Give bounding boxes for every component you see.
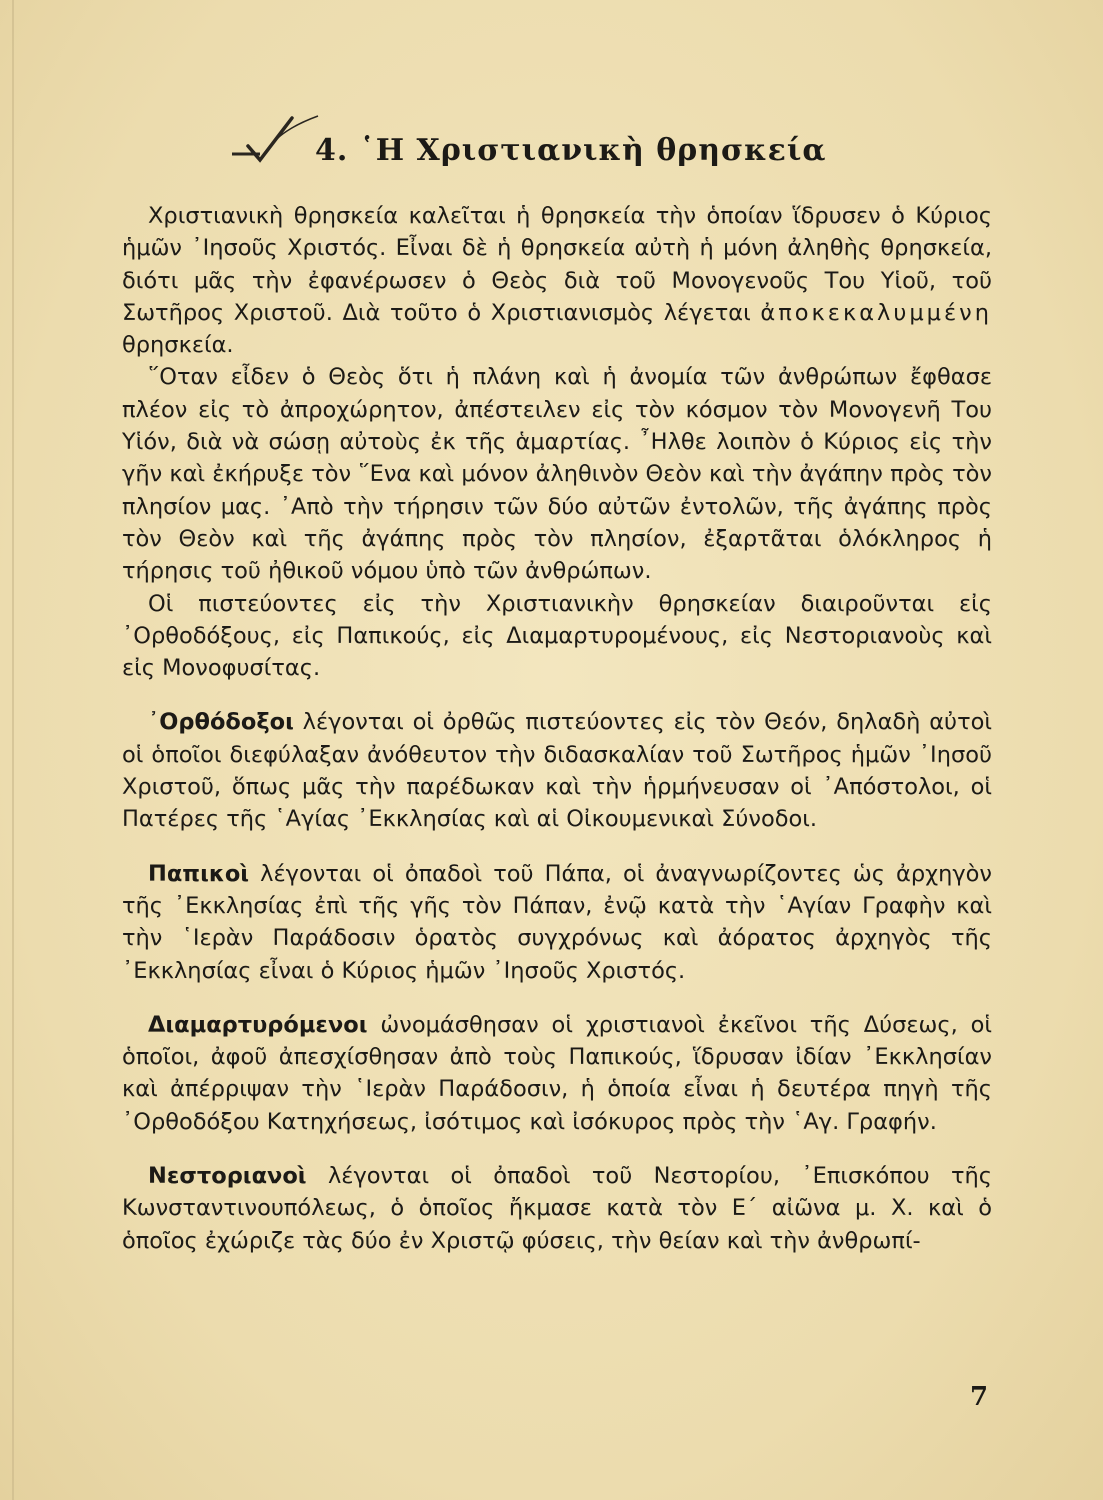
term-nestorians: Νεστοριανοὶ bbox=[148, 1163, 307, 1190]
paragraph-spaced-word: ἀποκεκαλυμμένη bbox=[760, 299, 992, 326]
paragraph-papists bbox=[122, 858, 992, 987]
paragraph-text: θρησκεία. bbox=[122, 332, 234, 359]
term-orthodox: ᾿Ορθόδοξοι bbox=[148, 709, 294, 736]
term-protestants: Διαμαρτυρόμενοι bbox=[148, 1011, 368, 1038]
term-papists: Παπικοὶ bbox=[148, 860, 250, 887]
paragraph-divisions: Οἱ πιστεύοντες εἰς τὴν Χριστιανικὴν θρησκείαν διαιροῦνται εἰς ᾿Ορθοδόξους, εἰς Παπικούς, εἰς Διαμαρτυρομένους, εἰς Νεστοριανοὺς καὶ εἰς Μονοφυσίτας. bbox=[122, 590, 992, 682]
paragraph-nestorians bbox=[122, 1160, 992, 1257]
page-title: 4. ῾Η Χριστιανικὴ θρησκεία bbox=[315, 133, 827, 168]
paragraph-incarnation: ῞Οταν εἶδεν ὁ Θεὸς ὅτι ἡ πλάνη καὶ ἡ ἀνομία τῶν ἀνθρώπων ἔφθασε πλέον εἰς τὸ ἀπροχώρητον, ἀπέστειλεν εἰς τὸν κόσμον τὸν Μονογενῆ Του Υἱόν, διὰ νὰ σώσῃ αὐτοὺς ἐκ τῆς ἁμαρτίας. ῏Ηλθε λοιπὸν ὁ Κύριος εἰς τὴν γῆν καὶ ἐκήρυξε τὸν ῞Ενα καὶ μόνον ἀληθινὸν Θεὸν καὶ τὴν ἀγάπην πρὸς τὸν πλησίον μας. ᾿Απὸ τὴν τήρησιν τῶν δύο αὐτῶν ἐντολῶν, τῆς ἀγάπης πρὸς τὸν Θεὸν καὶ τῆς ἀγάπης πρὸς τὸν πλησίον, ἐξαρτᾶται ὁλόκληρος ἡ τήρησις τοῦ ἠθικοῦ νόμου ὑπὸ τῶν ἀνθρώπων. bbox=[122, 364, 992, 585]
paragraph-text: ὠνομάσθησαν οἱ χριστιανοὶ ἐκεῖνοι τῆς Δύσεως, οἱ ὁποῖοι, ἀφοῦ ἀπεσχίσθησαν ἀπὸ τοὺς Παπικούς, ἵδρυσαν ἰδίαν ᾿Εκκλησίαν καὶ ἀπέρριψαν τὴν ῾Ιερὰν Παράδοσιν, ἡ ὁποία εἶναι ἡ δευτέρα πηγὴ τῆς ᾿Ορθοδόξου Κατηχήσεως, ἰσότιμος καὶ ἰσόκυρος πρὸς τὴν ῾Αγ. Γραφήν. bbox=[122, 1011, 992, 1135]
paragraph-text: Χριστιανικὴ θρησκεία καλεῖται ἡ θρησκεία τὴν ὁποίαν ἵδρυσεν ὁ Κύριος ἡμῶν ᾿Ιησοῦς Χριστός. Εἶναι δὲ ἡ θρησκεία αὐτὴ ἡ μόνη ἀληθὴς θρησκεία, διότι μᾶς τὴν ἐφανέρωσεν ὁ Θεὸς διὰ τοῦ Μονογενοῦς Του Υἱοῦ, τοῦ Σωτῆρος Χριστοῦ. Διὰ τοῦτο ὁ Χριστιανισμὸς λέγεται bbox=[122, 203, 992, 326]
body-text bbox=[122, 200, 992, 1257]
paragraph-orthodox bbox=[122, 706, 992, 835]
page-margin-line bbox=[12, 0, 14, 1500]
paragraph-intro bbox=[122, 200, 992, 361]
page-number: 7 bbox=[970, 1382, 989, 1412]
paragraph-protestants bbox=[122, 1009, 992, 1138]
paragraph-text: λέγονται οἱ ὀπαδοὶ τοῦ Νεστορίου, ᾿Επισκόπου τῆς Κωνσταντινουπόλεως, ὁ ὁποῖος ἤκμασε κατὰ τὸν Ε΄ αἰῶνα μ. Χ. καὶ ὁ ὁποῖος ἐχώριζε τὰς δύο ἐν Χριστῷ φύσεις, τὴν θείαν καὶ τὴν ἀνθρωπί- bbox=[122, 1163, 993, 1254]
paragraph-text: λέγονται οἱ ὀπαδοὶ τοῦ Πάπα, οἱ ἀναγνωρίζοντες ὡς ἀρχηγὸν τῆς ᾿Εκκλησίας ἐπὶ τῆς γῆς τὸν Πάπαν, ἐνῷ κατὰ τὴν ῾Αγίαν Γραφὴν καὶ τὴν ῾Ιερὰν Παράδοσιν ὁρατὸς συγχρόνως καὶ ἀόρατος ἀρχηγὸς τῆς ᾿Εκκλησίας εἶναι ὁ Κύριος ἡμῶν ᾿Ιησοῦς Χριστός. bbox=[122, 860, 993, 984]
paragraph-text: λέγονται οἱ ὀρθῶς πιστεύοντες εἰς τὸν Θεόν, δηλαδὴ αὐτοὶ οἱ ὁποῖοι διεφύλαξαν ἀνόθευτον τὴν διδασκαλίαν τοῦ Σωτῆρος ἡμῶν ᾿Ιησοῦ Χριστοῦ, ὅπως μᾶς τὴν παρέδωκαν καὶ τὴν ἡρμήνευσαν οἱ ᾿Απόστολοι, οἱ Πατέρες τῆς ῾Αγίας ᾿Εκκλησίας καὶ αἱ Οἰκουμενικαὶ Σύνοδοι. bbox=[122, 709, 993, 833]
